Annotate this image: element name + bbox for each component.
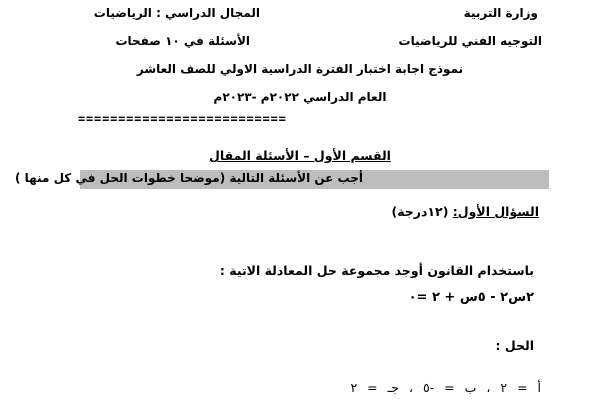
instruction-text: أجب عن الأسئلة التالية (موضحا خطوات الحل في كل منها ) [15,171,363,185]
pages-count-label: الأسئلة في ١٠ صفحات [115,34,250,48]
ministry-label: وزارة التربية [463,6,538,20]
instruction-bar [15,170,549,189]
section-title: القسم الأول – الأسئلة المقال [209,148,391,163]
academic-year: العام الدراسي ٢٠٢٢م -٢٠٢٣م [213,90,387,104]
question1-marks: (١٢درجة) [391,204,449,219]
directorate-label: التوجيه الفني للرياضيات [398,34,542,48]
solution-label: الحل : [495,338,534,353]
question1-prompt: باستخدام القانون أوجد مجموعة حل المعادلة الاتية : [219,263,534,278]
equation-text: ٢س٢ - ٥س + ٢ =٠ [408,290,534,305]
coefficients-line: أ = ٢ ، ب = -٥ ، جـ = ٢ [350,380,541,395]
model-title: نموذج اجابة اختبار الفترة الدراسية الاولي للصف العاشر [136,62,464,76]
question1-label: السؤال الأول: [452,204,539,219]
question1-heading [392,204,540,219]
separator-line: ========================== [78,112,287,126]
question1-equation [409,290,534,305]
field-label: المجال الدراسي : الرياضيات [93,6,260,20]
